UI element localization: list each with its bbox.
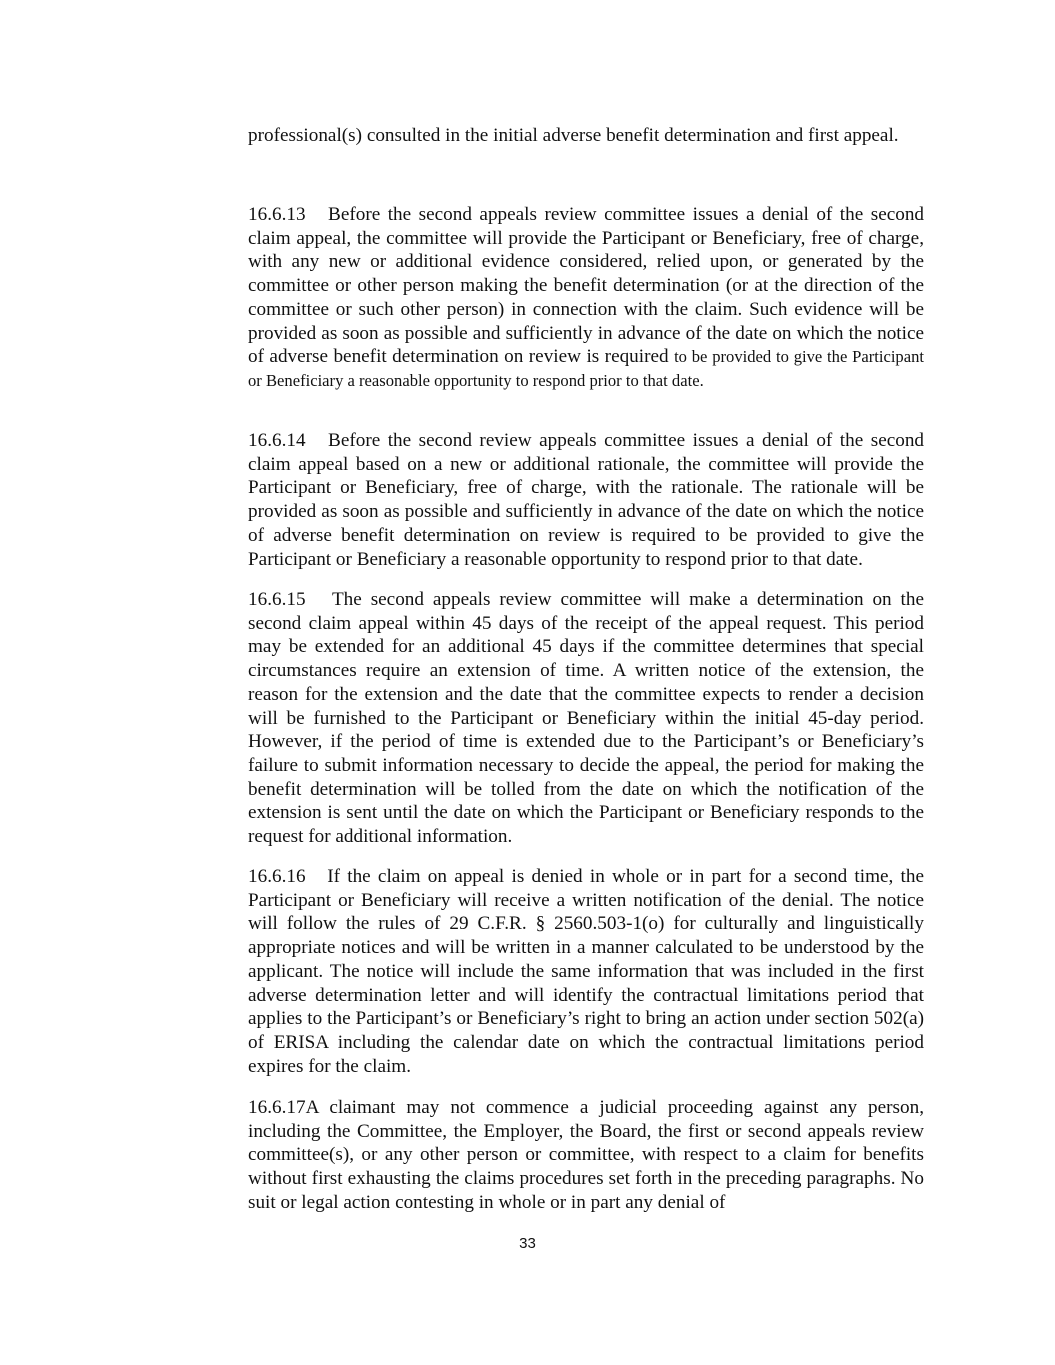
section-text: Before the second appeals review committee issues a denial of the second claim appeal, the committee will provide the Participant or Beneficiary, free of charge, with any new or additional evidence considered, relied upon, or generated by the committee or other person making the benefit determination (or at the direction of the committee or such other person) in connection with the claim. Such evidence will be provided as soon as possible and sufficiently in advance of the date on which the notice of adverse benefit determination on review is required bbox=[248, 204, 925, 368]
section-16-6-14 bbox=[248, 429, 924, 571]
section-text: Before the second review appeals committee issues a denial of the second claim appeal based on a new or additional rationale, the committee will provide the Participant or Beneficiary, free of charge, with the rationale. The rationale will be provided as soon as possible and sufficiently in advance of the date on which the notice of adverse benefit determination on review is required to be provided to give the Participant or Beneficiary a reasonable opportunity to respond prior to that date. bbox=[248, 430, 925, 570]
section-16-6-17 bbox=[248, 1096, 924, 1215]
section-text: The second appeals review committee will make a determination on the second claim appeal within 45 days of the receipt of the appeal request. This period may be extended for an additional 45 days if the committee determines that special circumstances require an extension of time. A written notice of the extension, the reason for the extension and the date that the committee expects to render a decision will be furnished to the Participant or Beneficiary within the initial 45-day period. However, if the period of time is extended due to the Participant’s or Beneficiary’s failure to submit information necessary to decide the appeal, the period for making the benefit determination will be tolled from the date on which the notification of the extension is sent until the date on which the Participant or Beneficiary responds to the request for additional information. bbox=[248, 589, 924, 848]
section-number: 16.6.14 bbox=[248, 430, 306, 451]
section-16-6-13 bbox=[248, 203, 924, 393]
section-text: If the claim on appeal is denied in whole or in part for a second time, the Participant or Beneficiary will receive a written notification of the denial. The notice will follow the rules of 29 C.F.R. § 2560.503-1(o) for culturally and linguistically appropriate notices and will be written in a manner calculated to be understood by the applicant. The notice will include the same information that was included in the first adverse determination letter and will identify the contractual limitations period that applies to the Participant’s or Beneficiary’s right to bring an action under section 502(a) of ERISA including the calendar date on which the contractual limitations period expires for the claim. bbox=[248, 866, 924, 1077]
section-number: 16.6.17 bbox=[248, 1097, 306, 1118]
section-text: A claimant may not commence a judicial proceeding against any person, including the Committee, the Employer, the Board, the first or second appeals review committee(s), or any other person or committee, with respect to a claim for benefits without first exhausting the claims procedures set forth in the preceding paragraphs. No suit or legal action contesting in whole or in part any denial of bbox=[248, 1097, 924, 1213]
section-number: 16.6.15 bbox=[248, 589, 306, 610]
section-text-small: to be provided to give the Participant or Beneficiary a reasonable opportunity to respond prior to that date. bbox=[248, 347, 924, 390]
section-number: 16.6.16 bbox=[248, 866, 306, 887]
continuation-text: professional(s) consulted in the initial adverse benefit determination and first appeal. bbox=[248, 125, 899, 146]
section-16-6-16 bbox=[248, 865, 924, 1078]
page-number: 33 bbox=[519, 1235, 536, 1252]
section-16-6-15 bbox=[248, 588, 924, 849]
section-number: 16.6.13 bbox=[248, 204, 306, 225]
continuation-paragraph bbox=[248, 124, 924, 148]
